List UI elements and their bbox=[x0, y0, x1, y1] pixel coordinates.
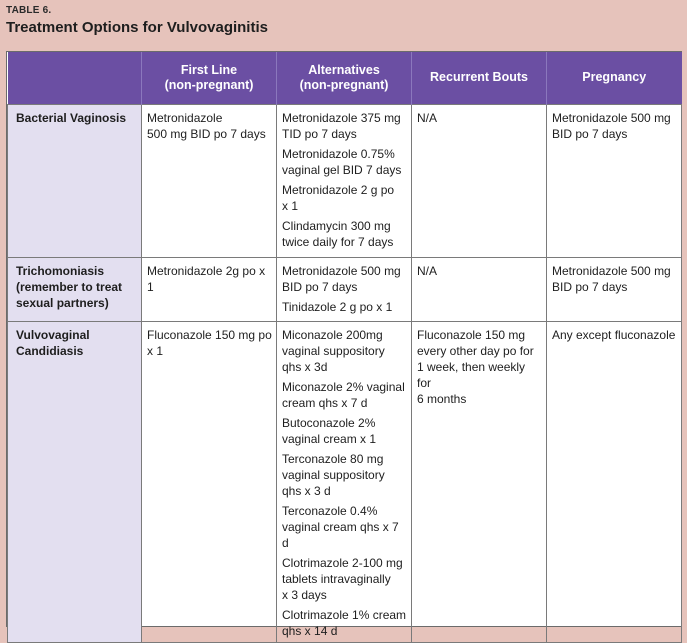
cell-line: tablets intravaginally bbox=[282, 571, 391, 586]
alternative-entry bbox=[282, 503, 407, 551]
cell-line: Clotrimazole 1% cream bbox=[282, 607, 407, 622]
cell-line: 1 week, then weekly for bbox=[417, 359, 526, 390]
cell-line: BID po 7 days bbox=[552, 279, 628, 294]
alternative-entry bbox=[282, 607, 407, 639]
cell-line: Miconazole 2% vaginal bbox=[282, 379, 405, 394]
first-line-cell bbox=[142, 321, 277, 642]
cell-line: Metronidazole 0.75% bbox=[282, 146, 395, 161]
cell-line: Metronidazole 500 mg bbox=[552, 110, 671, 125]
cell-line: Any except fluconazole bbox=[552, 327, 676, 342]
treatment-table bbox=[6, 51, 682, 638]
alternative-entry bbox=[282, 146, 407, 178]
cell-line: 6 months bbox=[417, 391, 467, 406]
cell-line: TID po 7 days bbox=[282, 126, 357, 141]
pregnancy-cell bbox=[547, 321, 682, 642]
cell-line: 500 mg BID po 7 days bbox=[147, 126, 266, 141]
cell-line: Metronidazole 500 mg bbox=[282, 263, 401, 278]
cell-line: vaginal cream qhs x 7 d bbox=[282, 519, 399, 550]
cell-line: qhs x 14 d bbox=[282, 623, 338, 638]
alternative-entry bbox=[282, 451, 407, 499]
cell-line: Candidiasis bbox=[16, 343, 84, 358]
cell-line: Metronidazole bbox=[147, 110, 223, 125]
alternative-entry bbox=[282, 379, 407, 411]
cell-line: vaginal suppository bbox=[282, 343, 385, 358]
cell-line: x 1 bbox=[282, 198, 299, 213]
condition-cell bbox=[8, 321, 142, 642]
cell-line: qhs x 3 d bbox=[282, 483, 331, 498]
recurrent-cell bbox=[412, 321, 547, 642]
cell-line: Miconazole 200mg bbox=[282, 327, 383, 342]
cell-line: vaginal suppository bbox=[282, 467, 385, 482]
header-recurrent: Recurrent Bouts bbox=[412, 52, 547, 104]
cell-line: vaginal cream x 1 bbox=[282, 431, 377, 446]
first-line-cell bbox=[142, 104, 277, 257]
cell-line: Terconazole 80 mg bbox=[282, 451, 384, 466]
cell-line: Butoconazole 2% bbox=[282, 415, 376, 430]
cell-line: Vulvovaginal bbox=[16, 327, 90, 342]
cell-line: qhs x 3d bbox=[282, 359, 328, 374]
header-first-line: First Line (non-pregnant) bbox=[142, 52, 277, 104]
cell-line: Trichomoniasis bbox=[16, 263, 105, 278]
cell-line: Fluconazole 150 mg po bbox=[147, 327, 272, 342]
alternative-entry bbox=[282, 218, 407, 250]
alternative-entry bbox=[282, 263, 407, 295]
alternative-entry bbox=[282, 555, 407, 603]
cell-line: BID po 7 days bbox=[552, 126, 628, 141]
cell-line: vaginal gel BID 7 days bbox=[282, 162, 402, 177]
recurrent-cell bbox=[412, 104, 547, 257]
cell-line: twice daily for 7 days bbox=[282, 234, 394, 249]
cell-line: cream qhs x 7 d bbox=[282, 395, 368, 410]
condition-cell bbox=[8, 257, 142, 321]
cell-line: (remember to treat bbox=[16, 279, 123, 294]
recurrent-cell bbox=[412, 257, 547, 321]
table-title: Treatment Options for Vulvovaginitis bbox=[6, 19, 268, 36]
condition-cell bbox=[8, 104, 142, 257]
cell-line: BID po 7 days bbox=[282, 279, 358, 294]
header-condition bbox=[8, 52, 142, 104]
cell-line: x 1 bbox=[147, 343, 164, 358]
cell-line: every other day po for bbox=[417, 343, 534, 358]
alternative-entry bbox=[282, 182, 407, 214]
cell-line: Metronidazole 375 mg bbox=[282, 110, 401, 125]
cell-line: x 3 days bbox=[282, 587, 327, 602]
cell-line: Metronidazole 500 mg bbox=[552, 263, 671, 278]
alternative-entry bbox=[282, 415, 407, 447]
table-row bbox=[8, 104, 682, 257]
header-pregnancy: Pregnancy bbox=[547, 52, 682, 104]
cell-line: N/A bbox=[417, 110, 438, 125]
alternatives-cell bbox=[277, 257, 412, 321]
cell-line: sexual partners) bbox=[16, 295, 109, 310]
cell-line: Bacterial Vaginosis bbox=[16, 110, 127, 125]
cell-line: Tinidazole 2 g po x 1 bbox=[282, 299, 393, 314]
alternative-entry bbox=[282, 299, 407, 315]
cell-line: Metronidazole 2 g po bbox=[282, 182, 395, 197]
cell-line: Clotrimazole 2-100 mg bbox=[282, 555, 403, 570]
alternatives-cell bbox=[277, 321, 412, 642]
pregnancy-cell bbox=[547, 257, 682, 321]
cell-line: Metronidazole 2g po x 1 bbox=[147, 263, 266, 294]
alternative-entry bbox=[282, 110, 407, 142]
cell-line: Terconazole 0.4% bbox=[282, 503, 378, 518]
table-number: TABLE 6. bbox=[6, 5, 52, 16]
cell-line: Clindamycin 300 mg bbox=[282, 218, 391, 233]
first-line-cell bbox=[142, 257, 277, 321]
header-alternatives: Alternatives (non-pregnant) bbox=[277, 52, 412, 104]
pregnancy-cell bbox=[547, 104, 682, 257]
table-row bbox=[8, 321, 682, 642]
alternatives-cell bbox=[277, 104, 412, 257]
cell-line: Fluconazole 150 mg bbox=[417, 327, 526, 342]
cell-line: N/A bbox=[417, 263, 438, 278]
alternative-entry bbox=[282, 327, 407, 375]
table-row bbox=[8, 257, 682, 321]
header-row bbox=[8, 52, 682, 104]
